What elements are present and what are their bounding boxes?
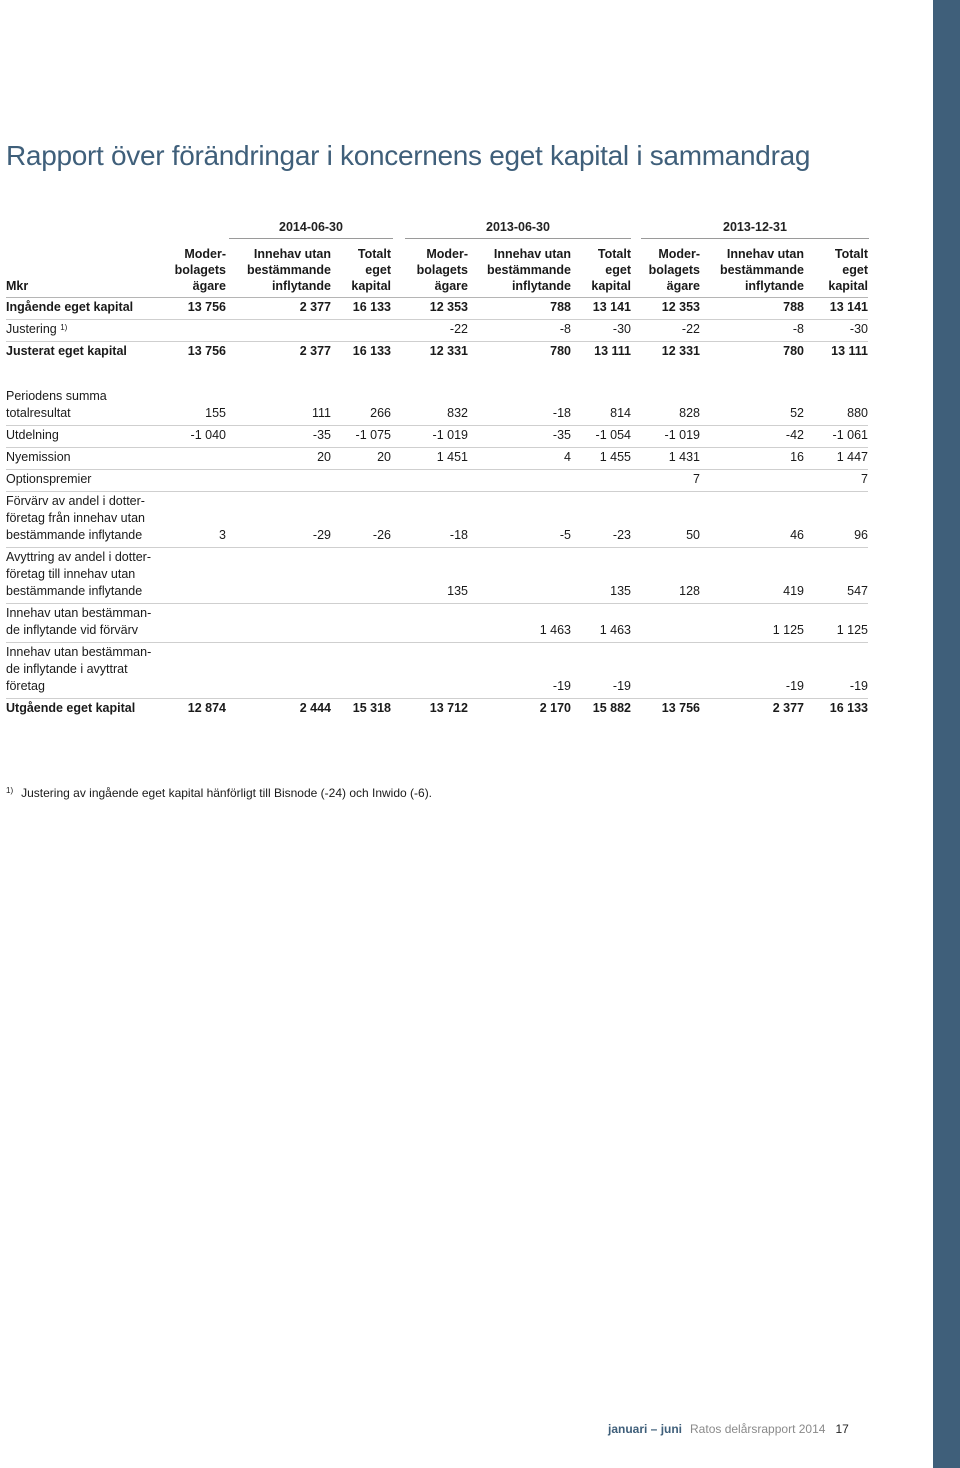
table-cell: -26 — [331, 492, 391, 548]
table-cell: 128 — [631, 548, 700, 604]
table-cell: 1 463 — [571, 604, 631, 643]
table-row — [6, 448, 868, 470]
table-cell: 13 141 — [571, 298, 631, 320]
table-cell: 13 111 — [594, 344, 631, 358]
table-cell: 12 874 — [187, 701, 226, 715]
table-cell: -1 040 — [166, 426, 226, 448]
table-row — [6, 426, 868, 448]
row-label: Periodens summa totalresultat — [6, 387, 166, 426]
footnote-ref: 1) — [60, 323, 68, 332]
row-label: Nyemission — [6, 448, 166, 470]
page-footer — [608, 1422, 849, 1436]
table-cell — [331, 320, 391, 342]
col-header-parent: Moder- bolagets ägare — [391, 245, 468, 298]
row-label: Utgående eget kapital — [6, 701, 136, 715]
table-cell: 788 — [700, 298, 804, 320]
table-cell — [166, 470, 226, 492]
table-cell — [700, 470, 804, 492]
table-cell: 13 141 — [804, 298, 868, 320]
table-cell — [468, 470, 571, 492]
table-cell: 1 125 — [700, 604, 804, 643]
table-cell — [226, 604, 331, 643]
table-cell: 52 — [700, 387, 804, 426]
table-cell — [226, 320, 331, 342]
col-header-parent: Moder- bolagets ägare — [166, 245, 226, 298]
row-label: Innehav utan bestämman- de inflytande vid förvärv — [6, 604, 166, 643]
table-cell: 96 — [804, 492, 868, 548]
table-cell: 15 318 — [352, 701, 391, 715]
period-heading-3: 2013-12-31 — [641, 220, 869, 239]
table-cell: -18 — [468, 387, 571, 426]
table-row — [6, 320, 868, 342]
table-cell: 1 451 — [391, 448, 468, 470]
table-cell: 12 331 — [429, 344, 468, 358]
table-cell: 50 — [631, 492, 700, 548]
table-cell — [331, 548, 391, 604]
table-row — [6, 548, 868, 604]
table-cell: 16 133 — [829, 701, 868, 715]
table-cell: 111 — [226, 387, 331, 426]
table-cell: 780 — [550, 344, 571, 358]
row-label: Ingående eget kapital — [6, 298, 166, 320]
table-cell: 16 133 — [352, 344, 391, 358]
table-cell: 13 756 — [187, 344, 226, 358]
table-row — [6, 387, 868, 426]
table-cell: 2 377 — [772, 701, 804, 715]
table-cell — [631, 643, 700, 699]
table-cell: 13 756 — [661, 701, 700, 715]
table-cell: 788 — [468, 298, 571, 320]
table-cell: -1 054 — [571, 426, 631, 448]
table-cell: 547 — [804, 548, 868, 604]
table-cell: 12 353 — [631, 298, 700, 320]
table-cell: 1 447 — [804, 448, 868, 470]
table-cell — [331, 643, 391, 699]
table-cell: -8 — [468, 320, 571, 342]
table-cell — [166, 604, 226, 643]
table-cell — [226, 470, 331, 492]
table-cell: 2 377 — [299, 344, 331, 358]
table-cell: 7 — [804, 470, 868, 492]
table-cell: -18 — [391, 492, 468, 548]
table-row — [6, 699, 868, 721]
table-cell: -35 — [226, 426, 331, 448]
table-spacer — [6, 363, 868, 387]
table-cell: -19 — [804, 643, 868, 699]
table-cell: -30 — [571, 320, 631, 342]
table-cell: -19 — [468, 643, 571, 699]
table-cell — [166, 548, 226, 604]
table-cell: -1 075 — [331, 426, 391, 448]
table-cell: -23 — [571, 492, 631, 548]
period-heading-2: 2013-06-30 — [405, 220, 631, 239]
table-row — [6, 604, 868, 643]
table-cell: 16 — [700, 448, 804, 470]
table-row — [6, 470, 868, 492]
table-cell — [331, 604, 391, 643]
col-header-nci: Innehav utan bestämmande inflytande — [226, 245, 331, 298]
table-cell: -22 — [391, 320, 468, 342]
table-cell: 1 125 — [804, 604, 868, 643]
table-cell: 1 431 — [631, 448, 700, 470]
footer-period: januari – juni — [608, 1422, 683, 1436]
table-cell: 4 — [468, 448, 571, 470]
table-row — [6, 492, 868, 548]
table-cell: 16 133 — [331, 298, 391, 320]
table-cell — [226, 643, 331, 699]
table-cell: -42 — [700, 426, 804, 448]
page-number: 17 — [835, 1422, 849, 1436]
table-cell: 2 444 — [299, 701, 331, 715]
table-cell: 3 — [166, 492, 226, 548]
table-cell: 135 — [391, 548, 468, 604]
footnote-mark: 1) — [6, 786, 14, 795]
footer-report: Ratos delårsrapport 2014 — [690, 1422, 826, 1436]
row-label: Förvärv av andel i dotter- företag från innehav utan bestämmande inflytande — [6, 492, 166, 548]
footnote — [6, 786, 432, 800]
col-header-total: Totalt eget kapital — [804, 245, 868, 298]
row-label: Innehav utan bestämman- de inflytande i avyttrat företag — [6, 643, 166, 699]
page-title: Rapport över förändringar i koncernens eget kapital i sammandrag — [6, 140, 811, 171]
table-cell — [631, 604, 700, 643]
table-cell: -35 — [468, 426, 571, 448]
table-cell — [226, 548, 331, 604]
footnote-text: Justering av ingående eget kapital hänförligt till Bisnode (-24) och Inwido (-6). — [21, 786, 433, 800]
table-cell — [468, 548, 571, 604]
table-cell: -1 019 — [391, 426, 468, 448]
period-heading-1: 2014-06-30 — [229, 220, 393, 239]
table-cell: 419 — [700, 548, 804, 604]
table-cell: 13 712 — [429, 701, 468, 715]
table-cell: 12 331 — [661, 344, 700, 358]
table-cell: -1 061 — [804, 426, 868, 448]
table-cell: -5 — [468, 492, 571, 548]
table-cell: -22 — [631, 320, 700, 342]
table-row — [6, 298, 868, 320]
table-row — [6, 342, 868, 364]
table-cell: 20 — [226, 448, 331, 470]
col-header-nci: Innehav utan bestämmande inflytande — [468, 245, 571, 298]
col-header-total: Totalt eget kapital — [571, 245, 631, 298]
table-cell: 20 — [331, 448, 391, 470]
table-cell — [391, 643, 468, 699]
table-cell: -8 — [700, 320, 804, 342]
table-cell: 13 756 — [166, 298, 226, 320]
col-header-parent: Moder- bolagets ägare — [631, 245, 700, 298]
table-cell: 780 — [783, 344, 804, 358]
table-cell — [571, 470, 631, 492]
col-header-nci: Innehav utan bestämmande inflytande — [700, 245, 804, 298]
table-cell: 155 — [166, 387, 226, 426]
table-cell: -19 — [571, 643, 631, 699]
table-cell: 2 377 — [226, 298, 331, 320]
table-cell: 135 — [571, 548, 631, 604]
table-cell: -19 — [700, 643, 804, 699]
row-label: Justerat eget kapital — [6, 344, 127, 358]
unit-header: Mkr — [6, 245, 166, 298]
row-label: Optionspremier — [6, 470, 166, 492]
row-label: Utdelning — [6, 426, 166, 448]
table-cell: 828 — [631, 387, 700, 426]
table-header-row — [6, 245, 868, 298]
table-cell: 46 — [700, 492, 804, 548]
table-cell — [166, 448, 226, 470]
table-cell: -30 — [804, 320, 868, 342]
table-cell — [166, 320, 226, 342]
table-cell: 832 — [391, 387, 468, 426]
table-cell: 266 — [331, 387, 391, 426]
table-cell — [331, 470, 391, 492]
col-header-total: Totalt eget kapital — [331, 245, 391, 298]
table-row — [6, 643, 868, 699]
table-cell: 1 463 — [468, 604, 571, 643]
table-cell — [391, 604, 468, 643]
row-label: Avyttring av andel i dotter- företag till innehav utan bestämmande inflytande — [6, 548, 166, 604]
table-cell: -1 019 — [631, 426, 700, 448]
side-accent-bar — [933, 0, 960, 1468]
table-cell: 1 455 — [571, 448, 631, 470]
table-cell: 13 111 — [831, 344, 868, 358]
table-cell: 814 — [571, 387, 631, 426]
row-label: Justering $^{1)}$ — [6, 320, 166, 342]
equity-table — [6, 245, 868, 720]
table-cell: 2 170 — [539, 701, 571, 715]
table-cell: 7 — [631, 470, 700, 492]
table-cell: 880 — [804, 387, 868, 426]
table-cell: 15 882 — [592, 701, 631, 715]
table-cell: -29 — [226, 492, 331, 548]
table-cell: 12 353 — [391, 298, 468, 320]
table-cell — [166, 643, 226, 699]
table-cell — [391, 470, 468, 492]
